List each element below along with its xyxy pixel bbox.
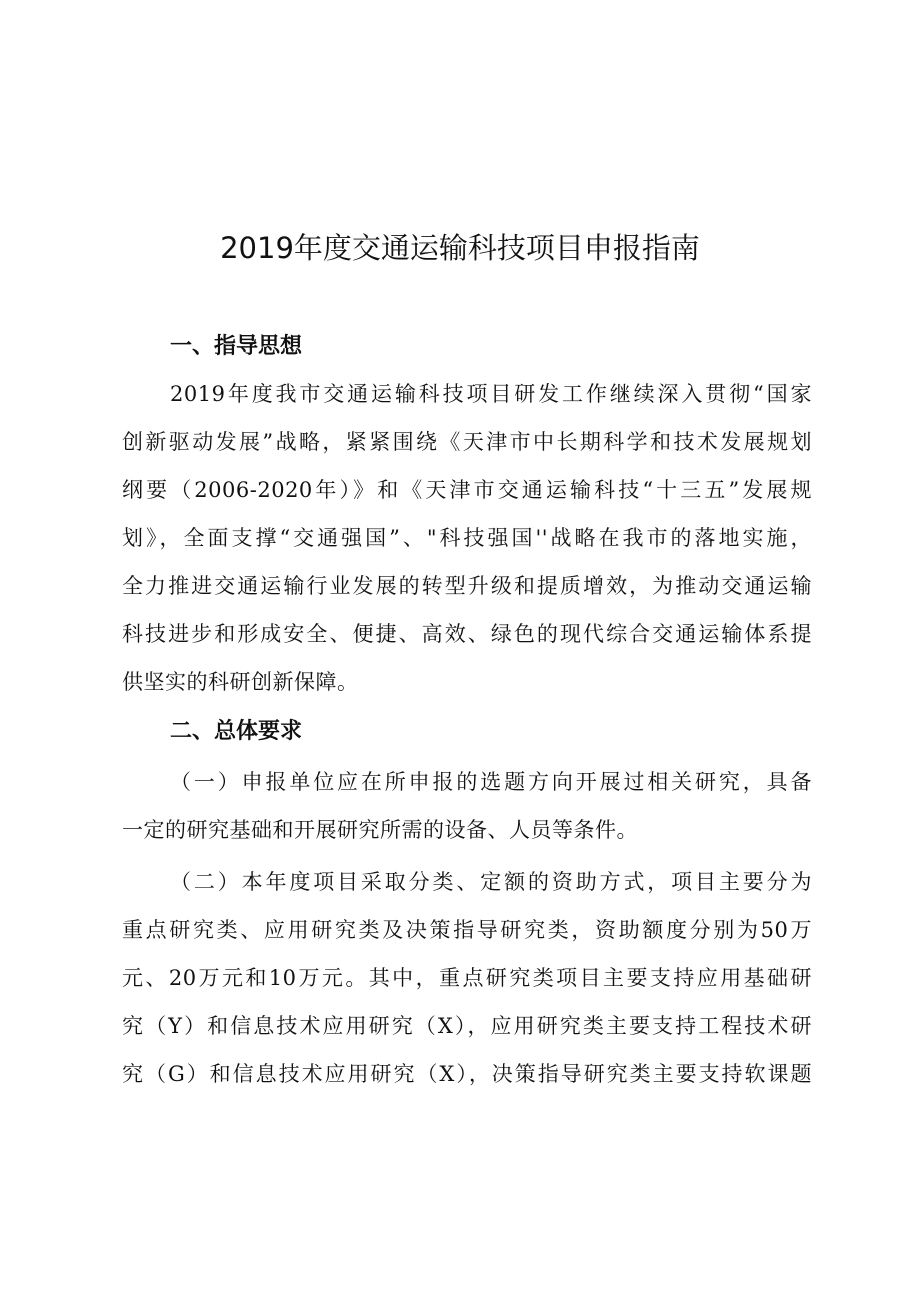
section-heading-general-requirements: 二、总体要求 xyxy=(170,719,303,744)
paragraph-line: 纲要（2006-2020年）》和《天津市交通运输科技“十三五”发展规 xyxy=(122,478,812,502)
paragraph-line: 重点研究类、应用研究类及决策指导研究类，资助额度分别为50万 xyxy=(122,918,812,942)
paragraph-line: 创新驱动发展”战略，紧紧围绕《天津市中长期科学和技术发展规划 xyxy=(122,430,812,454)
paragraph-line: 全力推进交通运输行业发展的转型升级和提质增效，为推动交通运输 xyxy=(122,574,812,598)
paragraph-requirement-1 xyxy=(122,758,812,854)
document-title: 2019年度交通运输科技项目申报指南 xyxy=(220,231,700,265)
paragraph-line: 元、20万元和10万元。其中，重点研究类项目主要支持应用基础研 xyxy=(122,966,812,990)
paragraph-line: （二）本年度项目采取分类、定额的资助方式，项目主要分为 xyxy=(170,870,812,894)
paragraph-line: 科技进步和形成安全、便捷、高效、绿色的现代综合交通运输体系提 xyxy=(122,622,812,646)
paragraph-line: （一）申报单位应在所申报的选题方向开展过相关研究，具备 xyxy=(170,770,812,794)
paragraph-line: 究（Y）和信息技术应用研究（X），应用研究类主要支持工程技术研 xyxy=(122,1014,812,1038)
paragraph-line: 划》，全面支撑“交通强国”、"科技强国''战略在我市的落地实施， xyxy=(122,526,812,550)
paragraph-line: 2019年度我市交通运输科技项目研发工作继续深入贯彻“国家 xyxy=(170,382,812,406)
section-heading-guiding-ideology: 一、指导思想 xyxy=(170,334,303,359)
paragraph-guiding-ideology xyxy=(122,370,812,706)
paragraph-line: 究（G）和信息技术应用研究（X），决策指导研究类主要支持软课题 xyxy=(122,1062,812,1086)
paragraph-line: 一定的研究基础和开展研究所需的设备、人员等条件。 xyxy=(122,818,638,842)
paragraph-line: 供坚实的科研创新保障。 xyxy=(122,670,359,694)
paragraph-requirement-2 xyxy=(122,858,812,1098)
